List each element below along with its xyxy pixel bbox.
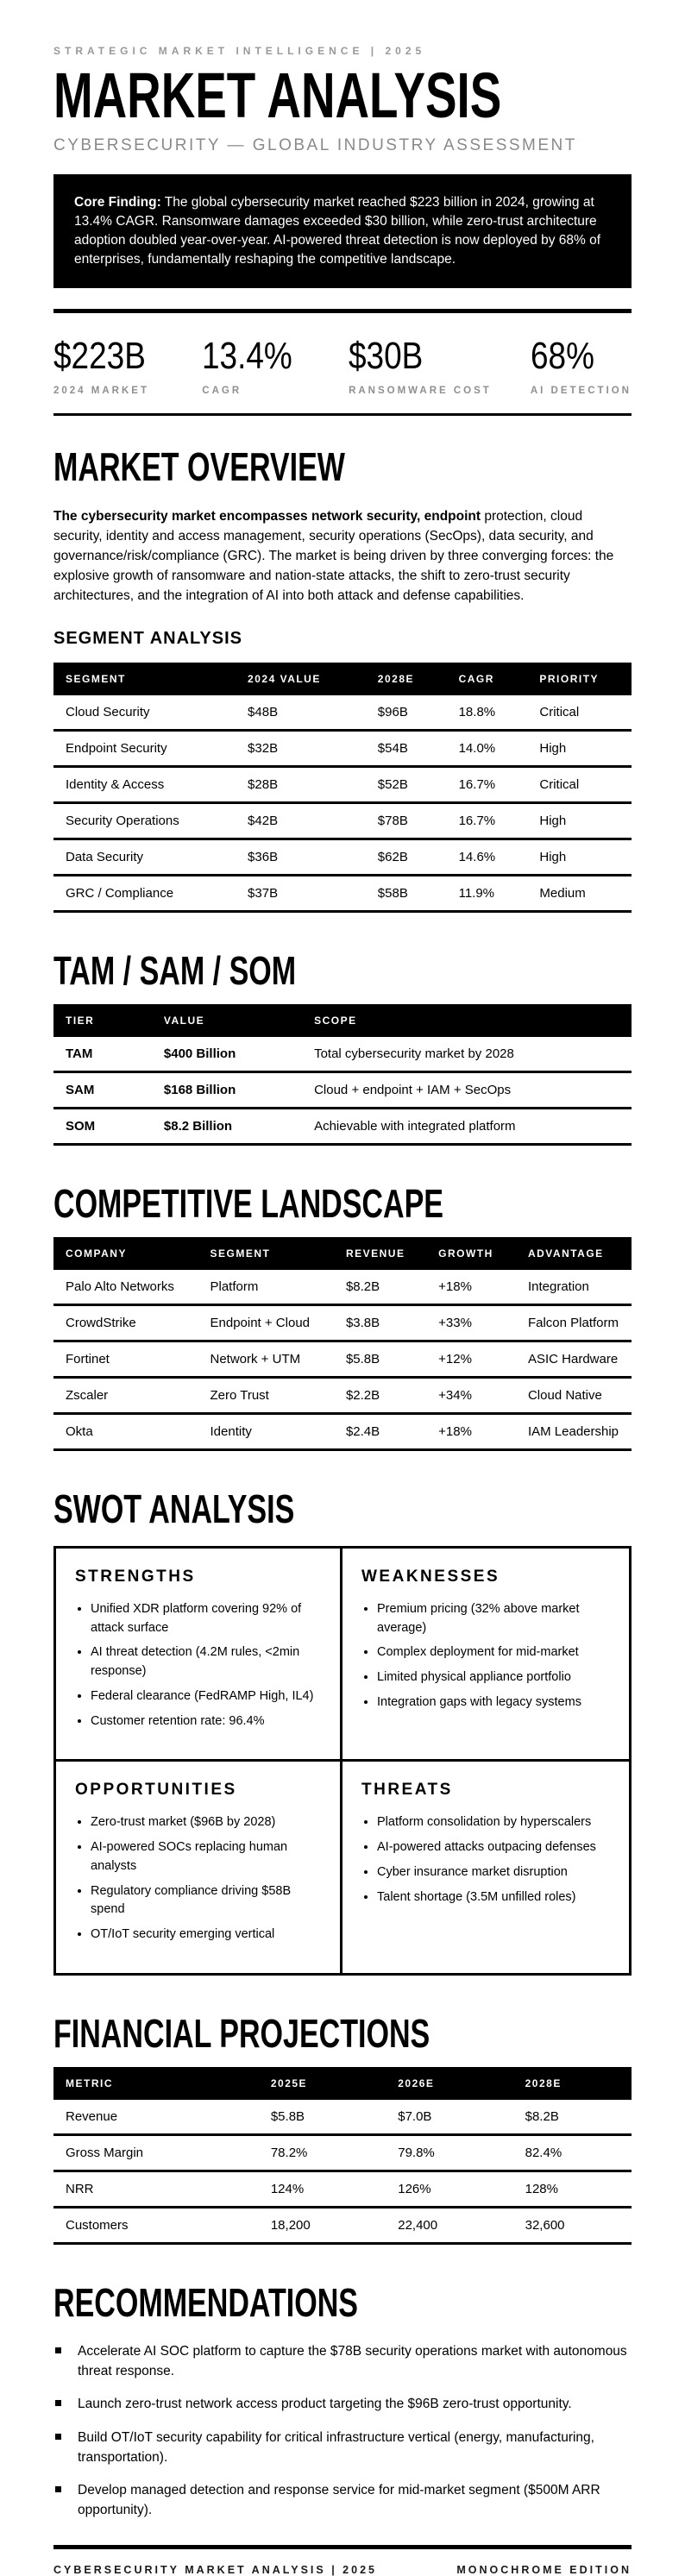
cell: Cloud + endpoint + IAM + SecOps [302, 1071, 632, 1108]
cell: Critical [527, 695, 632, 731]
column-header: GROWTH [426, 1237, 516, 1270]
cell: $36B [236, 839, 366, 875]
cell: $48B [236, 695, 366, 731]
cell: +34% [426, 1377, 516, 1413]
column-header: REVENUE [334, 1237, 426, 1270]
stat-label: AI DETECTION [530, 386, 632, 397]
cell: Critical [527, 766, 632, 802]
cell: Fortinet [53, 1341, 198, 1377]
list-item: Build OT/IoT security capability for critical infrastructure vertical (energy, manufacturing, transportation). [53, 2428, 632, 2468]
cell: 79.8% [386, 2134, 512, 2171]
list-item: • Federal clearance (FedRAMP High, IL4) [91, 1687, 321, 1706]
cell: $32B [236, 730, 366, 766]
table-row [53, 1071, 632, 1108]
footer-rule [53, 2545, 632, 2549]
column-header: 2026E [386, 2067, 512, 2100]
table-row [53, 875, 632, 911]
cell: Data Security [53, 839, 236, 875]
cell: $37B [236, 875, 366, 911]
table-row [53, 2100, 632, 2135]
list-item: • Platform consolidation by hyperscalers [377, 1813, 610, 1832]
core-finding-callout [53, 174, 632, 288]
list-item: • Customer retention rate: 96.4% [91, 1712, 321, 1731]
cell: $5.8B [334, 1341, 426, 1377]
table-row [53, 1341, 632, 1377]
cell: SAM [53, 1071, 152, 1108]
section-title-text: MARKET OVERVIEW [53, 444, 345, 490]
financial-table [53, 2067, 632, 2245]
stats-top-rule [53, 309, 632, 313]
cell: 128% [513, 2171, 632, 2207]
cell: GRC / Compliance [53, 875, 236, 911]
column-header: COMPANY [53, 1237, 198, 1270]
cell: Identity & Access [53, 766, 236, 802]
column-header: METRIC [53, 2067, 259, 2100]
swot-weaknesses-quadrant [342, 1549, 629, 1762]
cell: Revenue [53, 2100, 259, 2135]
paragraph-rest: protection, cloud security, identity and access management, security operations (SecOps), data security, and governance/risk/compliance (GRC). The market is being driven by three converging forces: the explosive growth of ransomware and nation-state attacks, the shift to zero-trust security architectures, and the integration of AI into both attack and defense capabilities. [53, 509, 614, 604]
swot-weaknesses-list [361, 1600, 610, 1712]
table-row [53, 1270, 632, 1305]
column-header: SEGMENT [53, 663, 236, 695]
cell: 126% [386, 2171, 512, 2207]
list-item: • OT/IoT security emerging vertical [91, 1926, 321, 1945]
cell: $3.8B [334, 1304, 426, 1341]
section-title-recommendations [53, 2279, 632, 2325]
stat-label: RANSOMWARE COST [349, 386, 492, 397]
competitive-table [53, 1237, 632, 1451]
cell: $8.2B [513, 2100, 632, 2135]
section-title-financial-projections [53, 2010, 632, 2056]
recommendations-list [53, 2341, 632, 2521]
swot-grid [53, 1546, 632, 1976]
section-title-text: FINANCIAL PROJECTIONS [53, 2010, 430, 2056]
table-row [53, 1413, 632, 1449]
list-item: • AI threat detection (4.2M rules, <2min response) [91, 1643, 321, 1681]
cell: $5.8B [259, 2100, 386, 2135]
cell: CrowdStrike [53, 1304, 198, 1341]
list-item: • Integration gaps with legacy systems [377, 1693, 610, 1712]
table-row [53, 839, 632, 875]
stat-ai-detection [531, 337, 632, 396]
cell: High [527, 839, 632, 875]
swot-opportunities-list [75, 1813, 321, 1945]
segment-table [53, 663, 632, 913]
list-item: • Cyber insurance market disruption [377, 1863, 610, 1882]
cell: $96B [366, 695, 447, 731]
list-item: Develop managed detection and response service for mid-market segment ($500M ARR opportunity). [53, 2480, 632, 2521]
footer-left-text: CYBERSECURITY MARKET ANALYSIS | 2025 [53, 2563, 377, 2576]
swot-quadrant-heading: THREATS [361, 1781, 453, 1800]
list-item: • Complex deployment for mid-market [377, 1643, 610, 1662]
table-row [53, 2207, 632, 2243]
cell: Medium [527, 875, 632, 911]
section-title-competitive-landscape [53, 1180, 632, 1226]
cell: Cloud Security [53, 695, 236, 731]
segment-analysis-heading: SEGMENT ANALYSIS [53, 628, 242, 648]
cell: Security Operations [53, 802, 236, 839]
column-header: 2028E [513, 2067, 632, 2100]
table-row [53, 802, 632, 839]
stat-value: $30B [349, 335, 424, 378]
cell: Network + UTM [198, 1341, 334, 1377]
cell: Cloud Native [516, 1377, 632, 1413]
cell: ASIC Hardware [516, 1341, 632, 1377]
core-finding-text: The global cybersecurity market reached $223 billion in 2024, growing at 13.4% CAGR. Ransomware damages exceeded $30 billion, while zero-trust architecture adoption doubled year-over-year. AI-powered threat detection is now deployed by 68% of enterprises, fundamentally reshaping the competitive landscape. [74, 195, 601, 267]
column-header: 2024 VALUE [236, 663, 366, 695]
section-title-market-overview [53, 444, 632, 490]
cell: +18% [426, 1413, 516, 1449]
cell: Zero Trust [198, 1377, 334, 1413]
cell: SOM [53, 1108, 152, 1144]
cell: Platform [198, 1270, 334, 1305]
cell: 16.7% [447, 802, 528, 839]
cell: 14.6% [447, 839, 528, 875]
cell: Zscaler [53, 1377, 198, 1413]
cell: 14.0% [447, 730, 528, 766]
swot-strengths-quadrant [56, 1549, 342, 1762]
table-header-row [53, 1004, 632, 1037]
report-subtitle: CYBERSECURITY — GLOBAL INDUSTRY ASSESSMENT [53, 136, 577, 155]
report-kicker: STRATEGIC MARKET INTELLIGENCE | 2025 [53, 45, 426, 57]
cell: High [527, 730, 632, 766]
table-row [53, 2134, 632, 2171]
cell: NRR [53, 2171, 259, 2207]
cell: $58B [366, 875, 447, 911]
cell: $28B [236, 766, 366, 802]
swot-quadrant-heading: WEAKNESSES [361, 1567, 500, 1586]
cell: $168 Billion [152, 1071, 302, 1108]
page-footer [53, 2564, 632, 2576]
cell: 78.2% [259, 2134, 386, 2171]
table-row [53, 730, 632, 766]
cell: Falcon Platform [516, 1304, 632, 1341]
column-header: CAGR [447, 663, 528, 695]
stat-2024-market [53, 337, 163, 396]
section-title-text: TAM / SAM / SOM [53, 947, 297, 993]
cell: $2.2B [334, 1377, 426, 1413]
cell: $400 Billion [152, 1037, 302, 1072]
section-title-tam-sam-som [53, 947, 632, 993]
table-row [53, 1304, 632, 1341]
footer-right-text: MONOCHROME EDITION [456, 2563, 632, 2576]
column-header: SEGMENT [198, 1237, 334, 1270]
cell: 18,200 [259, 2207, 386, 2243]
cell: TAM [53, 1037, 152, 1072]
section-title-text: SWOT ANALYSIS [53, 1486, 295, 1531]
cell: $78B [366, 802, 447, 839]
cell: $62B [366, 839, 447, 875]
cell: +12% [426, 1341, 516, 1377]
cell: Okta [53, 1413, 198, 1449]
paragraph-lead: The cybersecurity market encompasses network security, endpoint [53, 509, 481, 525]
cell: $2.4B [334, 1413, 426, 1449]
cell: Total cybersecurity market by 2028 [302, 1037, 632, 1072]
list-item: • Regulatory compliance driving $58B spend [91, 1882, 321, 1920]
market-overview-paragraph [53, 507, 632, 606]
stat-ransomware-cost [349, 337, 492, 396]
table-row [53, 766, 632, 802]
stat-value: $223B [53, 335, 146, 378]
column-header: ADVANTAGE [516, 1237, 632, 1270]
table-row [53, 1037, 632, 1072]
section-title-text: COMPETITIVE LANDSCAPE [53, 1180, 444, 1226]
cell: $8.2 Billion [152, 1108, 302, 1144]
cell: +18% [426, 1270, 516, 1305]
table-row [53, 695, 632, 731]
section-title-text: RECOMMENDATIONS [53, 2279, 359, 2325]
list-item: Accelerate AI SOC platform to capture the $78B security operations market with autonomous threat response. [53, 2341, 632, 2382]
cell: Endpoint Security [53, 730, 236, 766]
column-header: 2028E [366, 663, 447, 695]
cell: 82.4% [513, 2134, 632, 2171]
swot-strengths-list [75, 1600, 321, 1731]
list-item: • Talent shortage (3.5M unfilled roles) [377, 1888, 610, 1907]
table-row [53, 1377, 632, 1413]
cell: +33% [426, 1304, 516, 1341]
list-item: • AI-powered SOCs replacing human analysts [91, 1838, 321, 1876]
cell: $52B [366, 766, 447, 802]
cell: 18.8% [447, 695, 528, 731]
column-header: VALUE [152, 1004, 302, 1037]
cell: $42B [236, 802, 366, 839]
stat-value: 68% [530, 335, 594, 378]
cell: High [527, 802, 632, 839]
cell: Achievable with integrated platform [302, 1108, 632, 1144]
table-row [53, 2171, 632, 2207]
swot-threats-list [361, 1813, 610, 1907]
column-header: SCOPE [302, 1004, 632, 1037]
tam-sam-som-table [53, 1004, 632, 1146]
swot-quadrant-heading: STRENGTHS [75, 1567, 196, 1586]
swot-opportunities-quadrant [56, 1762, 342, 1973]
cell: 16.7% [447, 766, 528, 802]
report-title-text: MARKET ANALYSIS [53, 60, 502, 131]
cell: 124% [259, 2171, 386, 2207]
cell: 22,400 [386, 2207, 512, 2243]
stat-label: CAGR [202, 386, 242, 397]
column-header: TIER [53, 1004, 152, 1037]
cell: Endpoint + Cloud [198, 1304, 334, 1341]
swot-quadrant-heading: OPPORTUNITIES [75, 1781, 237, 1800]
table-header-row [53, 663, 632, 695]
cell: IAM Leadership [516, 1413, 632, 1449]
list-item: • Limited physical appliance portfolio [377, 1668, 610, 1687]
cell: Integration [516, 1270, 632, 1305]
cell: Palo Alto Networks [53, 1270, 198, 1305]
swot-threats-quadrant [342, 1762, 629, 1973]
cell: Gross Margin [53, 2134, 259, 2171]
report-title [53, 60, 632, 131]
list-item: • Premium pricing (32% above market average) [377, 1600, 610, 1638]
list-item: Launch zero-trust network access product targeting the $96B zero-trust opportunity. [53, 2394, 632, 2414]
cell: Identity [198, 1413, 334, 1449]
stat-cagr [202, 337, 310, 396]
cell: 11.9% [447, 875, 528, 911]
table-header-row [53, 1237, 632, 1270]
table-header-row [53, 2067, 632, 2100]
list-item: • Unified XDR platform covering 92% of attack surface [91, 1600, 321, 1638]
stat-value: 13.4% [202, 335, 293, 378]
stat-label: 2024 MARKET [53, 386, 149, 397]
cell: $54B [366, 730, 447, 766]
core-finding-label: Core Finding: [74, 195, 161, 210]
stats-bottom-rule [53, 413, 632, 416]
column-header: 2025E [259, 2067, 386, 2100]
cell: $8.2B [334, 1270, 426, 1305]
section-title-swot [53, 1486, 632, 1531]
column-header: PRIORITY [527, 663, 632, 695]
cell: $7.0B [386, 2100, 512, 2135]
list-item: • Zero-trust market ($96B by 2028) [91, 1813, 321, 1832]
table-row [53, 1108, 632, 1144]
cell: 32,600 [513, 2207, 632, 2243]
key-stats-row [53, 337, 632, 396]
list-item: • AI-powered attacks outpacing defenses [377, 1838, 610, 1857]
cell: Customers [53, 2207, 259, 2243]
